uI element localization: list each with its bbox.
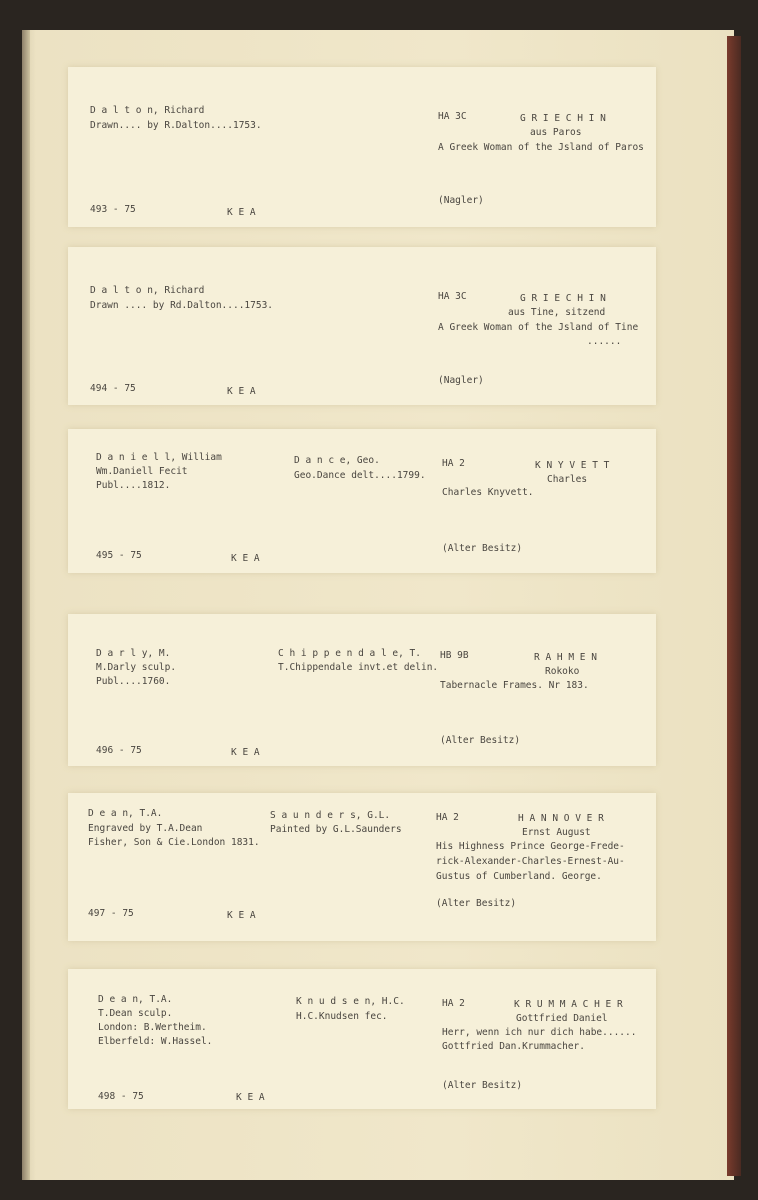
description-line: Herr, wenn ich nur dich habe...... [442, 1027, 637, 1038]
second-artist-credit: H.C.Knudsen fec. [296, 1011, 388, 1022]
second-artist-name: S a u n d e r s, G.L. [270, 810, 391, 821]
catalog-card-498 [68, 969, 656, 1109]
subject-subtitle: Charles [547, 474, 588, 485]
subject-subtitle: aus Tine, sitzend [508, 307, 606, 318]
classification-code: HA 3C [438, 111, 467, 122]
artist-name: D a l t o n, Richard [90, 285, 205, 296]
description-line: A Greek Woman of the Jsland of Tine [438, 322, 639, 333]
publication-line: Elberfeld: W.Hassel. [98, 1036, 213, 1047]
publication-line: Publ....1760. [96, 676, 171, 687]
second-artist-name: K n u d s e n, H.C. [296, 996, 405, 1007]
inventory-number: 498 - 75 [98, 1091, 144, 1102]
catalog-card-497 [68, 793, 656, 941]
kea-mark: K E A [227, 386, 256, 397]
kea-mark: K E A [231, 553, 260, 564]
artist-credit: Drawn .... by Rd.Dalton....1753. [90, 300, 274, 311]
publication-line: Fisher, Son & Cie.London 1831. [88, 837, 260, 848]
inventory-number: 494 - 75 [90, 383, 136, 394]
artist-credit: Wm.Daniell Fecit [96, 466, 188, 477]
classification-code: HA 3C [438, 291, 467, 302]
subject-title: R A H M E N [534, 652, 597, 663]
second-artist-credit: Geo.Dance delt....1799. [294, 470, 426, 481]
inventory-number: 493 - 75 [90, 204, 136, 215]
subject-subtitle: aus Paros [530, 127, 582, 138]
artist-credit: T.Dean sculp. [98, 1008, 173, 1019]
source-note: (Alter Besitz) [440, 735, 521, 746]
classification-code: HA 2 [442, 998, 465, 1009]
catalog-card-496 [68, 614, 656, 766]
second-artist-credit: Painted by G.L.Saunders [270, 824, 402, 835]
catalog-card-495 [68, 429, 656, 573]
inventory-number: 497 - 75 [88, 908, 134, 919]
subject-title: G R I E C H I N [520, 293, 606, 304]
subject-title: K R U M M A C H E R [514, 999, 623, 1010]
source-note: (Alter Besitz) [436, 898, 517, 909]
artist-name: D e a n, T.A. [98, 994, 173, 1005]
subject-title: H A N N O V E R [518, 813, 604, 824]
subject-subtitle: Gottfried Daniel [516, 1013, 608, 1024]
source-note: (Alter Besitz) [442, 1080, 523, 1091]
kea-mark: K E A [231, 747, 260, 758]
artist-name: D a l t o n, Richard [90, 105, 205, 116]
inventory-number: 496 - 75 [96, 745, 142, 756]
second-artist-credit: T.Chippendale invt.et delin. [278, 662, 439, 673]
classification-code: HA 2 [436, 812, 459, 823]
subject-title: G R I E C H I N [520, 113, 606, 124]
artist-name: D e a n, T.A. [88, 808, 163, 819]
artist-name: D a n i e l l, William [96, 452, 222, 463]
album-cover-edge [727, 36, 741, 1176]
publication-line: Publ....1812. [96, 480, 171, 491]
description-line: Gottfried Dan.Krummacher. [442, 1041, 585, 1052]
description-line: Charles Knyvett. [442, 487, 534, 498]
catalog-card-494 [68, 247, 656, 405]
source-note: (Nagler) [438, 375, 484, 386]
second-artist-name: D a n c e, Geo. [294, 455, 380, 466]
source-note: (Alter Besitz) [442, 543, 523, 554]
classification-code: HA 2 [442, 458, 465, 469]
description-line: Gustus of Cumberland. George. [436, 871, 602, 882]
kea-mark: K E A [227, 207, 256, 218]
subject-subtitle: Ernst August [522, 827, 591, 838]
subject-subtitle: Rokoko [545, 666, 580, 677]
description-line: A Greek Woman of the Jsland of Paros [438, 142, 644, 153]
kea-mark: K E A [227, 910, 256, 921]
source-note: (Nagler) [438, 195, 484, 206]
artist-credit: Drawn.... by R.Dalton....1753. [90, 120, 262, 131]
kea-mark: K E A [236, 1092, 265, 1103]
artist-credit: M.Darly sculp. [96, 662, 177, 673]
description-line: His Highness Prince George-Frede- [436, 841, 625, 852]
artist-credit: Engraved by T.A.Dean [88, 823, 203, 834]
publication-line: London: B.Wertheim. [98, 1022, 207, 1033]
classification-code: HB 9B [440, 650, 469, 661]
inventory-number: 495 - 75 [96, 550, 142, 561]
artist-name: D a r l y, M. [96, 648, 171, 659]
subject-title: K N Y V E T T [535, 460, 610, 471]
description-line: rick-Alexander-Charles-Ernest-Au- [436, 856, 625, 867]
description-line: Tabernacle Frames. Nr 183. [440, 680, 589, 691]
catalog-card-493 [68, 67, 656, 227]
page-spine-shadow [22, 30, 30, 1180]
second-artist-name: C h i p p e n d a l e, T. [278, 648, 421, 659]
description-line: ...... [587, 336, 622, 347]
